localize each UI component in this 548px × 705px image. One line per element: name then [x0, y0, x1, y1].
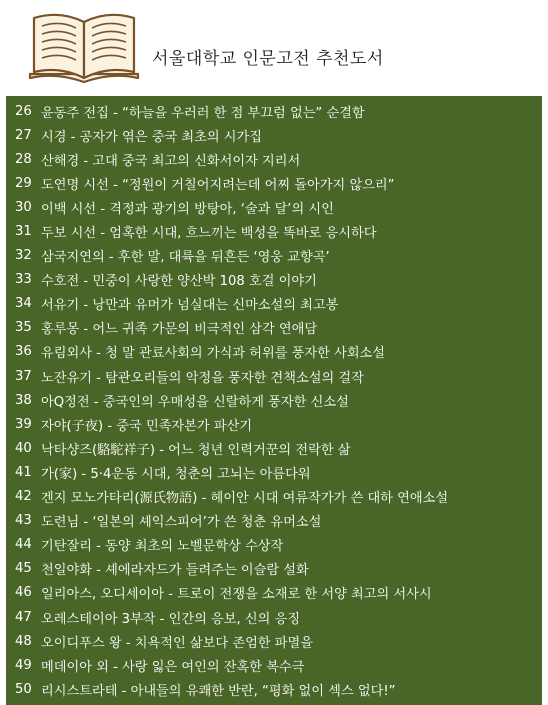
- list-item: [6, 653, 542, 677]
- item-number: 39: [15, 416, 32, 432]
- item-text: 서유기 - 낭만과 유머가 넘실대는 신마소설의 최고봉: [41, 298, 339, 314]
- item-number: 34: [15, 296, 32, 312]
- item-text: 리시스트라테 - 아내들의 유쾌한 반란, “평화 없이 섹스 없다!”: [41, 683, 396, 699]
- list-item: [6, 171, 542, 195]
- item-text: 오이디푸스 왕 - 치욕적인 삶보다 존엄한 파멸을: [41, 635, 313, 651]
- item-number: 48: [15, 633, 32, 649]
- open-book-icon: [26, 4, 142, 86]
- item-number: 40: [15, 440, 32, 456]
- page-header: [0, 0, 548, 96]
- list-item: [6, 460, 542, 484]
- item-text: 도련님 - ‘일본의 셰익스피어’가 쓴 청춘 유머소설: [41, 515, 322, 531]
- item-text: 산해경 - 고대 중국 최고의 신화서이자 지리서: [41, 153, 301, 169]
- item-number: 27: [15, 127, 32, 143]
- list-item: [6, 147, 542, 171]
- item-number: 36: [15, 344, 32, 360]
- item-number: 37: [15, 368, 32, 384]
- item-number: 50: [15, 681, 32, 697]
- book-list: [6, 96, 542, 705]
- item-text: 두보 시선 - 엄혹한 시대, 흐느끼는 백성을 똑바로 응시하다: [41, 226, 377, 242]
- item-number: 41: [15, 464, 32, 480]
- item-text: 홍루몽 - 어느 귀족 가문의 비극적인 삼각 연애담: [41, 322, 318, 338]
- list-item: [6, 388, 542, 412]
- item-text: 삼국지연의 - 후한 말, 대륙을 뒤흔든 ‘영웅 교향곡’: [41, 250, 330, 266]
- item-number: 43: [15, 513, 32, 529]
- list-item: [6, 268, 542, 292]
- item-text: 가(家) - 5·4운동 시대, 청춘의 고뇌는 아름다워: [41, 466, 311, 482]
- item-number: 35: [15, 320, 32, 336]
- item-text: 수호전 - 민중이 사랑한 양산박 108 호걸 이야기: [41, 274, 317, 290]
- list-item: [6, 195, 542, 219]
- list-item: [6, 677, 542, 701]
- list-item: [6, 340, 542, 364]
- item-number: 32: [15, 248, 32, 264]
- item-text: 도연명 시선 - “정원이 거칠어지려는데 어찌 돌아가지 않으리”: [41, 177, 395, 193]
- item-text: 자야(子夜) - 중국 민족자본가 파산기: [41, 418, 253, 434]
- item-text: 겐지 모노가타리(源氏物語) - 헤이안 시대 여류작가가 쓴 대하 연애소설: [41, 491, 449, 507]
- list-item: [6, 485, 542, 509]
- item-text: 노잔유기 - 탐관오리들의 악정을 풍자한 견책소설의 걸작: [41, 370, 364, 386]
- item-number: 49: [15, 657, 32, 673]
- item-text: 아Q정전 - 중국인의 우매성을 신랄하게 풍자한 신소설: [41, 394, 349, 410]
- list-item: [6, 509, 542, 533]
- list-item: [6, 533, 542, 557]
- item-number: 46: [15, 585, 32, 601]
- item-number: 38: [15, 392, 32, 408]
- item-text: 메데이아 외 - 사랑 잃은 여인의 잔혹한 복수극: [41, 659, 305, 675]
- list-item: [6, 629, 542, 653]
- list-item: [6, 436, 542, 460]
- item-number: 33: [15, 272, 32, 288]
- item-text: 천일야화 - 셰에라자드가 들려주는 이슬람 설화: [41, 563, 309, 579]
- list-item: [6, 244, 542, 268]
- item-number: 30: [15, 199, 32, 215]
- page-title: 서울대학교 인문고전 추천도서: [152, 49, 384, 69]
- list-item: [6, 219, 542, 243]
- item-number: 29: [15, 175, 32, 191]
- item-text: 오레스테이아 3부작 - 인간의 응보, 신의 응징: [41, 611, 301, 627]
- list-item: [6, 557, 542, 581]
- item-text: 기탄잘리 - 동양 최초의 노벨문학상 수상작: [41, 539, 284, 555]
- item-text: 윤동주 전집 - “하늘을 우러러 한 점 부끄럼 없는” 순결함: [41, 105, 365, 121]
- item-number: 44: [15, 537, 32, 553]
- list-item: [6, 316, 542, 340]
- item-text: 낙타샹즈(駱駝祥子) - 어느 청년 인력거꾼의 전락한 삶: [41, 442, 351, 458]
- list-item: [6, 292, 542, 316]
- item-text: 이백 시선 - 격정과 광기의 방탕아, ‘술과 달’의 시인: [41, 201, 334, 217]
- item-number: 28: [15, 151, 32, 167]
- item-number: 47: [15, 609, 32, 625]
- list-item: [6, 99, 542, 123]
- item-text: 일리아스, 오디세이아 - 트로이 전쟁을 소재로 한 서양 최고의 서사시: [41, 587, 432, 603]
- item-number: 42: [15, 489, 32, 505]
- item-number: 26: [15, 103, 32, 119]
- list-item: [6, 605, 542, 629]
- list-item: [6, 123, 542, 147]
- item-number: 45: [15, 561, 32, 577]
- list-item: [6, 412, 542, 436]
- list-item: [6, 581, 542, 605]
- item-text: 유림외사 - 청 말 관료사회의 가식과 허위를 풍자한 사회소설: [41, 346, 386, 362]
- item-number: 31: [15, 224, 32, 240]
- list-item: [6, 364, 542, 388]
- item-text: 시경 - 공자가 엮은 중국 최초의 시가집: [41, 129, 262, 145]
